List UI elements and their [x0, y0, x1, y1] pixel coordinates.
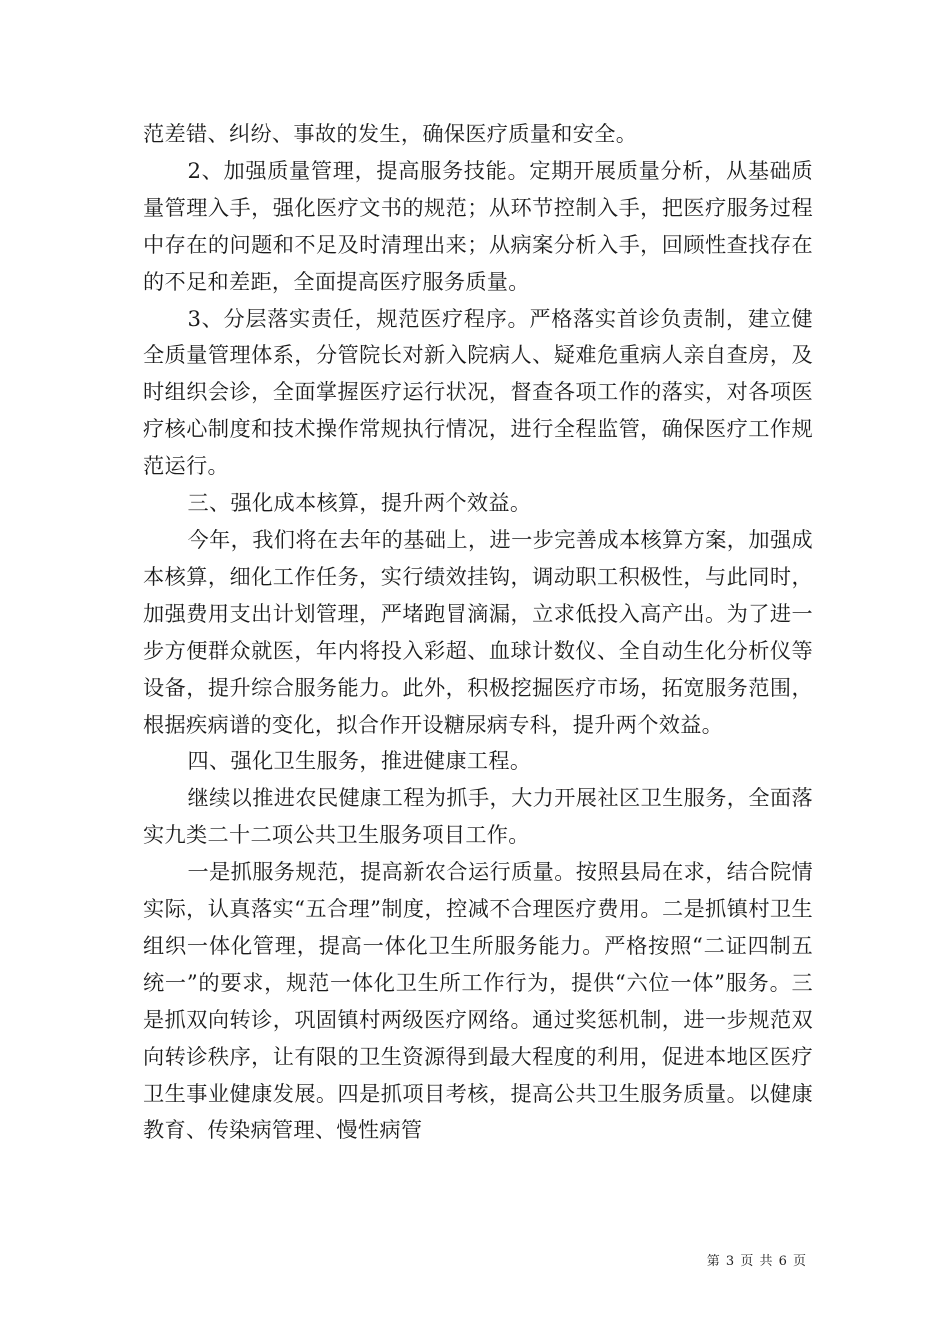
page-number: 第 3 页 共 6 页	[706, 1254, 807, 1269]
section-heading-health-service: 四、强化卫生服务，推进健康工程。	[187, 748, 532, 774]
section-heading-cost-accounting: 三、强化成本核算，提升两个效益。	[187, 490, 532, 516]
document-body	[143, 116, 813, 1149]
paragraph-continuation: 范差错、纠纷、事故的发生，确保医疗质量和安全。	[143, 121, 638, 146]
paragraph-service-items: 一是抓服务规范，提高新农合运行质量。按照县局在求，结合院情实际，认真落实“五合理”制度，控减不合理医疗费用。二是抓镇村卫生组织一体化管理，提高一体化卫生所服务能力。严格按照“二证四制五统一”的要求，规范一体化卫生所工作行为，提供“六位一体”服务。三是抓双向转诊，巩固镇村两级医疗网络。通过奖惩机制，进一步规范双向转诊秩序，让有限的卫生资源得到最大程度的利用，促进本地区医疗卫生事业健康发展。四是抓项目考核，提高公共卫生服务质量。以健康教育、传染病管理、慢性病管	[143, 859, 813, 1143]
paragraph-health-project: 继续以推进农民健康工程为抓手，大力开展社区卫生服务，全面落实九类二十二项公共卫生服务项目工作。	[143, 785, 813, 848]
paragraph-quality-management: 2、加强质量管理，提高服务技能。定期开展质量分析，从基础质量管理入手，强化医疗文书的规范；从环节控制入手，把医疗服务过程中存在的问题和不足及时清理出来；从病案分析入手，回顾性查找存在的不足和差距，全面提高医疗服务质量。	[143, 157, 813, 294]
paragraph-cost-accounting: 今年，我们将在去年的基础上，进一步完善成本核算方案，加强成本核算，细化工作任务，实行绩效挂钩，调动职工积极性，与此同时，加强费用支出计划管理，严堵跑冒滴漏，立求低投入高产出。为了进一步方便群众就医，年内将投入彩超、血球计数仪、全自动生化分析仪等设备，提升综合服务能力。此外，积极挖掘医疗市场，拓宽服务范围，根据疾病谱的变化，拟合作开设糖尿病专科，提升两个效益。	[143, 526, 813, 737]
paragraph-responsibility: 3、分层落实责任，规范医疗程序。严格落实首诊负责制，建立健全质量管理体系，分管院长对新入院病人、疑难危重病人亲自查房，及时组织会诊，全面掌握医疗运行状况，督查各项工作的落实，对各项医疗核心制度和技术操作常规执行情况，进行全程监管，确保医疗工作规范运行。	[143, 305, 813, 479]
